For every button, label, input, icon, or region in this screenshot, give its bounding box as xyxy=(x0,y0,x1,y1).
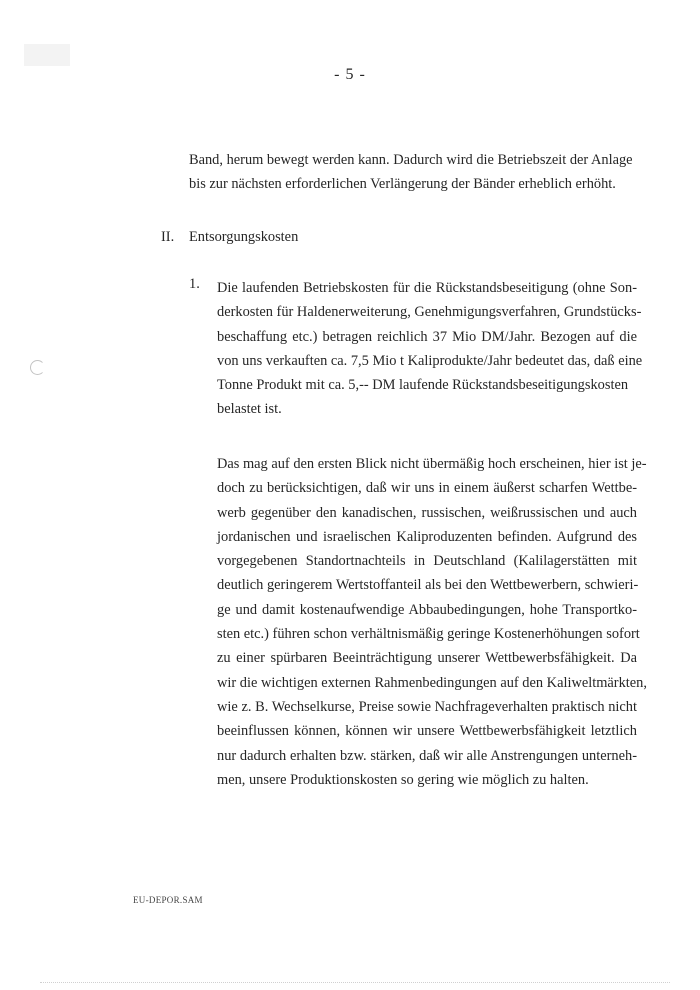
text-line: von uns verkauften ca. 7,5 Mio t Kaliprodukte/Jahr bedeutet das, daß eine xyxy=(217,352,643,369)
text-line: beeinflussen können, können wir unsere Wettbewerbsfähigkeit letztlich xyxy=(217,723,637,740)
text-line: derkosten für Haldenerweiterung, Genehmigungsverfahren, Grundstücks- xyxy=(217,304,642,321)
text-line: werb gegenüber den kanadischen, russischen, weißrussischen und auch xyxy=(217,504,637,521)
text-line: wir die wichtigen externen Rahmenbedingungen auf den Kaliweltmärkten, xyxy=(217,674,647,691)
continuation-paragraph xyxy=(189,148,633,197)
section-number: II. xyxy=(161,229,175,245)
text-line: men, unsere Produktionskosten so gering wie möglich zu halten. xyxy=(217,771,589,788)
text-line: wie z. B. Wechselkurse, Preise sowie Nachfrageverhalten praktisch nicht xyxy=(217,698,637,715)
text-line: belastet ist. xyxy=(217,401,282,418)
text-line: Band, herum bewegt werden kann. Dadurch wird die Betriebszeit der Anlage xyxy=(189,152,633,168)
text-line: Das mag auf den ersten Blick nicht übermäßig hoch erscheinen, hier ist je- xyxy=(217,456,647,472)
text-line: Die laufenden Betriebskosten für die Rückstandsbeseitigung (ohne Son- xyxy=(217,280,637,296)
item-number: 1. xyxy=(189,276,200,292)
text-line: deutlich geringerem Wertstoffanteil als bei den Wettbewerbern, schwieri- xyxy=(217,577,639,594)
scan-artifact xyxy=(40,982,670,985)
section-heading xyxy=(161,229,298,246)
text-line: doch zu berücksichtigen, daß wir uns in einem äußerst scharfen Wettbe- xyxy=(217,480,637,497)
text-line: zu einer spürbaren Beeinträchtigung unserer Wettbewerbsfähigkeit. Da xyxy=(217,650,637,667)
footer-filename: EU-DEPOR.SAM xyxy=(133,895,203,905)
scan-artifact xyxy=(24,44,70,66)
page-number: - 5 - xyxy=(334,66,366,83)
text-line: ge und damit kostenaufwendige Abbaubedingungen, hohe Transportko- xyxy=(217,601,637,618)
text-line: vorgegebenen Standortnachteils in Deutschland (Kalilagerstätten mit xyxy=(217,553,637,570)
text-line: beschaffung etc.) betragen reichlich 37 Mio DM/Jahr. Bezogen auf die xyxy=(217,328,637,345)
text-line: sten etc.) führen schon verhältnismäßig geringe Kostenerhöhungen sofort xyxy=(217,626,640,643)
text-line: bis zur nächsten erforderlichen Verlängerung der Bänder erheblich erhöht. xyxy=(189,176,616,193)
body-paragraph xyxy=(217,452,647,792)
text-line: jordanischen und israelischen Kaliproduzenten befinden. Aufgrund des xyxy=(217,528,637,545)
punch-hole-mark xyxy=(30,360,45,375)
item-paragraph xyxy=(217,276,643,422)
text-line: Tonne Produkt mit ca. 5,-- DM laufende Rückstandsbeseitigungskosten xyxy=(217,377,629,394)
section-title: Entsorgungskosten xyxy=(189,229,299,245)
text-line: nur dadurch erhalten bzw. stärken, daß wir alle Anstrengungen unterneh- xyxy=(217,747,637,764)
